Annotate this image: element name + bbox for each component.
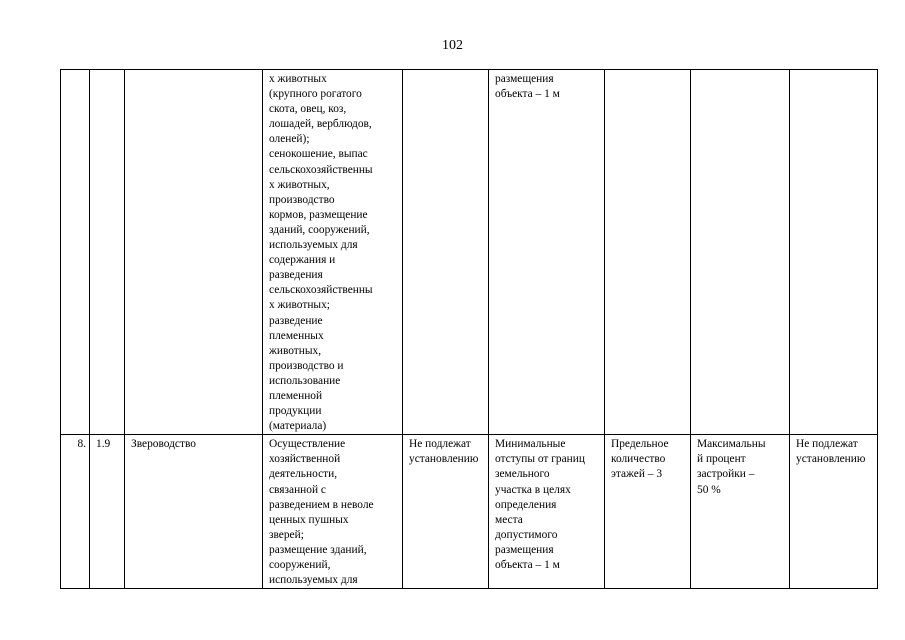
page-number: 102 <box>442 38 463 53</box>
plot-size-cell <box>403 70 489 435</box>
coverage-cell <box>691 70 790 435</box>
other-params-cell <box>790 70 878 435</box>
row-number-cell: 8. <box>61 435 90 589</box>
use-name-cell: Звероводство <box>125 435 263 589</box>
floors-cell: Предельное количество этажей – 3 <box>605 435 691 589</box>
floors-cell <box>605 70 691 435</box>
coverage-cell: Максимальны й процент застройки – 50 % <box>691 435 790 589</box>
code-cell: 1.9 <box>90 435 125 589</box>
use-name-cell <box>125 70 263 435</box>
setback-cell: Минимальные отступы от границ земельного участка в целях определения места допустимого размещения объекта – 1 м <box>489 435 605 589</box>
plot-size-cell: Не подлежат установлению <box>403 435 489 589</box>
use-description-cell: Осуществление хозяйственной деятельности, связанной с разведением в неволе ценных пушных зверей; размещение зданий, сооружений, используемых для <box>263 435 403 589</box>
setback-cell: размещения объекта – 1 м <box>489 70 605 435</box>
use-description-cell: х животных (крупного рогатого скота, овец, коз, лошадей, верблюдов, оленей); сенокошение, выпас сельскохозяйственны х животных, производство кормов, размещение зданий, сооружений, используемых для содержания и разведения сельскохозяйственны х животных; разведение племенных животных, производство и использование племенной продукции (материала) <box>263 70 403 435</box>
row-number-cell <box>61 70 90 435</box>
other-params-cell: Не подлежат установлению <box>790 435 878 589</box>
table-row <box>61 435 878 589</box>
regulations-table <box>60 69 878 589</box>
table-row <box>61 70 878 435</box>
code-cell <box>90 70 125 435</box>
